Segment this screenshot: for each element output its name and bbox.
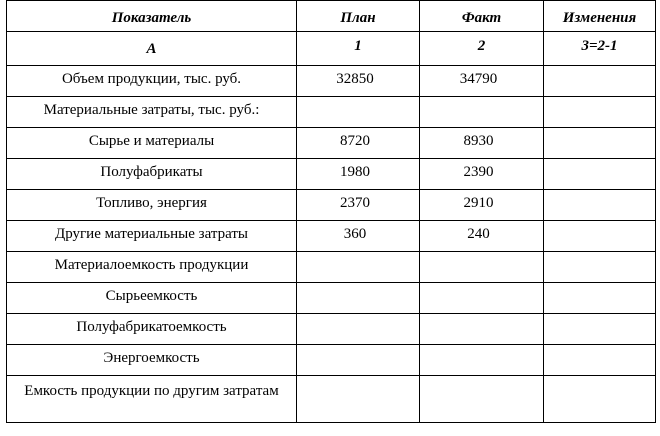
table-row — [7, 376, 656, 423]
table-row — [7, 128, 656, 159]
table-row — [7, 97, 656, 128]
row-plan: 1980 — [297, 159, 420, 190]
indicators-table — [6, 0, 656, 423]
row-label: Полуфабрикаты — [7, 159, 297, 190]
row-change — [544, 376, 656, 423]
row-fact: 8930 — [420, 128, 544, 159]
row-label: Материальные затраты, тыс. руб.: — [7, 97, 297, 128]
code-1: 1 — [297, 32, 420, 66]
table-row — [7, 345, 656, 376]
row-plan — [297, 345, 420, 376]
header-fact: Факт — [420, 1, 544, 32]
row-plan — [297, 252, 420, 283]
header-indicator: Показатель — [7, 1, 297, 32]
row-plan: 32850 — [297, 66, 420, 97]
row-fact: 2390 — [420, 159, 544, 190]
row-label: Другие материальные затраты — [7, 221, 297, 252]
row-change — [544, 314, 656, 345]
row-fact: 2910 — [420, 190, 544, 221]
row-plan: 8720 — [297, 128, 420, 159]
table-row — [7, 66, 656, 97]
row-plan — [297, 283, 420, 314]
row-fact — [420, 252, 544, 283]
row-label: Энергоемкость — [7, 345, 297, 376]
row-change — [544, 190, 656, 221]
row-fact — [420, 376, 544, 423]
row-plan: 2370 — [297, 190, 420, 221]
row-change — [544, 66, 656, 97]
row-label: Полуфабрикатоемкость — [7, 314, 297, 345]
table-row — [7, 283, 656, 314]
row-change — [544, 283, 656, 314]
table-row — [7, 190, 656, 221]
row-change — [544, 252, 656, 283]
row-plan — [297, 97, 420, 128]
row-plan: 360 — [297, 221, 420, 252]
table-row — [7, 314, 656, 345]
row-plan — [297, 376, 420, 423]
row-change — [544, 221, 656, 252]
header-changes: Изменения — [544, 1, 656, 32]
row-label: Сырьеемкость — [7, 283, 297, 314]
row-label: Топливо, энергия — [7, 190, 297, 221]
row-fact — [420, 345, 544, 376]
code-2: 2 — [420, 32, 544, 66]
row-label: Сырье и материалы — [7, 128, 297, 159]
row-fact: 34790 — [420, 66, 544, 97]
code-row — [7, 32, 656, 66]
row-fact — [420, 314, 544, 345]
row-plan — [297, 314, 420, 345]
table-row — [7, 221, 656, 252]
row-change — [544, 128, 656, 159]
row-fact: 240 — [420, 221, 544, 252]
table-row — [7, 159, 656, 190]
row-change — [544, 159, 656, 190]
row-label: Емкость продукции по другим затратам — [7, 376, 297, 423]
row-change — [544, 97, 656, 128]
code-a: А — [7, 32, 297, 66]
row-fact — [420, 97, 544, 128]
header-plan: План — [297, 1, 420, 32]
row-fact — [420, 283, 544, 314]
row-label: Объем продукции, тыс. руб. — [7, 66, 297, 97]
row-label: Материалоемкость продукции — [7, 252, 297, 283]
header-row — [7, 1, 656, 32]
row-change — [544, 345, 656, 376]
code-3: 3=2-1 — [544, 32, 656, 66]
table-row — [7, 252, 656, 283]
